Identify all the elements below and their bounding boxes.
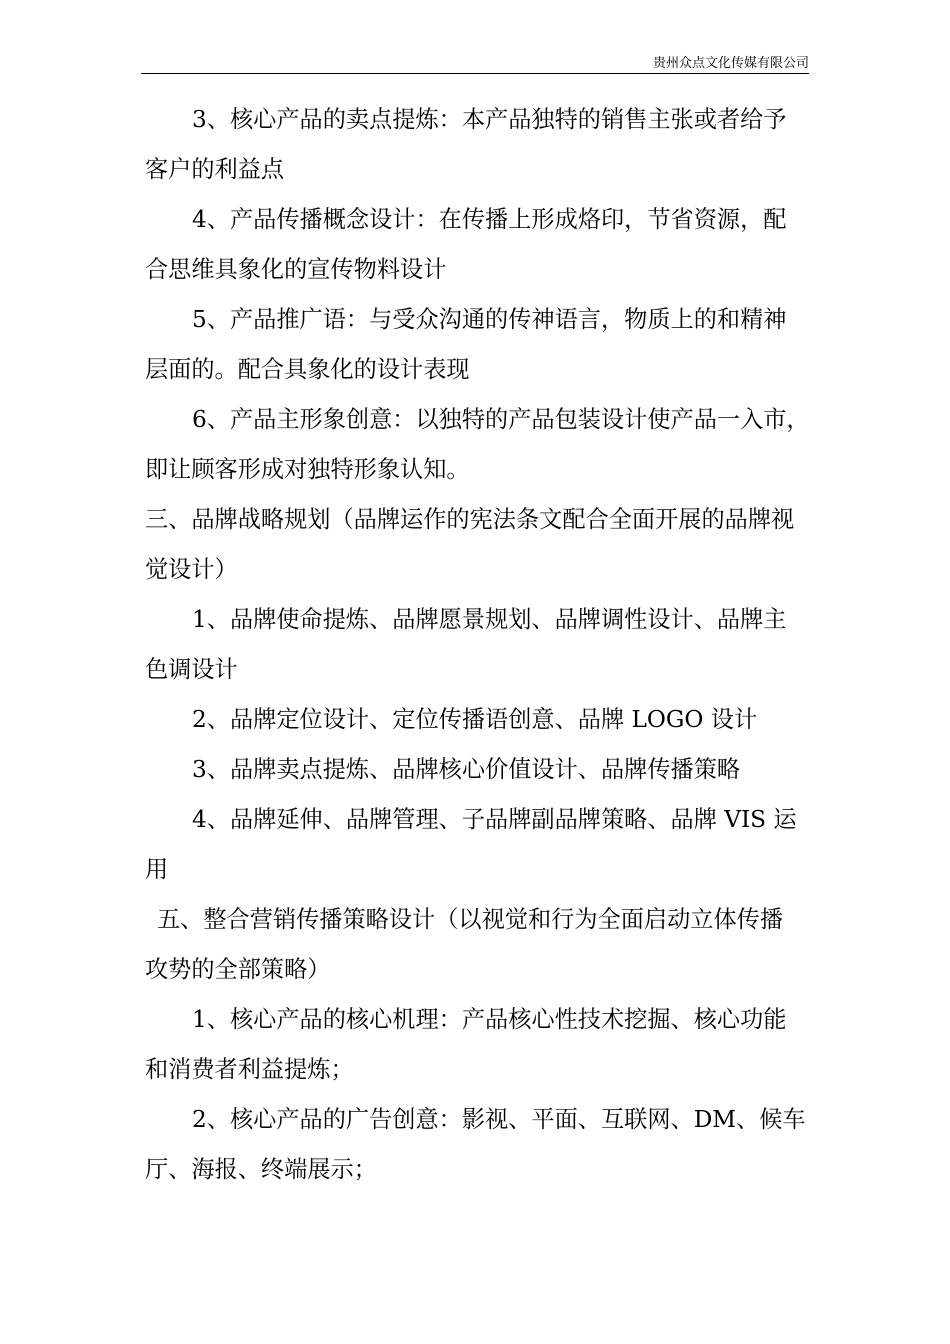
list-item-line: 4、产品传播概念设计：在传播上形成烙印，节省资源，配 <box>192 206 787 233</box>
list-item-line: 4、品牌延伸、品牌管理、子品牌副品牌策略、品牌 VIS 运 <box>192 806 797 833</box>
page-header <box>141 55 809 74</box>
list-item-line: 1、品牌使命提炼、品牌愿景规划、品牌调性设计、品牌主 <box>192 606 787 633</box>
list-item-line: 层面的。配合具象化的设计表现 <box>145 356 470 383</box>
list-item-line: 3、核心产品的卖点提炼：本产品独特的销售主张或者给予 <box>192 106 787 133</box>
list-item-line: 客户的利益点 <box>145 156 285 183</box>
list-item-line: 5、产品推广语：与受众沟通的传神语言，物质上的和精神 <box>192 306 787 333</box>
list-item-line: 1、核心产品的核心机理：产品核心性技术挖掘、核心功能 <box>192 1006 787 1033</box>
document-body <box>145 95 813 1195</box>
section-heading: 三、品牌战略规划（品牌运作的宪法条文配合全面开展的品牌视 <box>145 506 795 533</box>
list-item-line: 3、品牌卖点提炼、品牌核心价值设计、品牌传播策略 <box>192 756 741 783</box>
list-item-line: 色调设计 <box>145 656 238 683</box>
list-item-line: 6、产品主形象创意：以独特的产品包装设计使产品一入市， <box>192 406 810 433</box>
section-heading: 攻势的全部策略） <box>145 956 331 983</box>
list-item-line: 即让顾客形成对独特形象认知。 <box>145 456 470 483</box>
list-item-line: 2、品牌定位设计、定位传播语创意、品牌 LOGO 设计 <box>192 706 758 733</box>
section-heading: 觉设计） <box>145 556 238 583</box>
list-item-line: 和消费者利益提炼； <box>145 1056 354 1083</box>
section-heading: 五、整合营销传播策略设计（以视觉和行为全面启动立体传播 <box>157 906 784 933</box>
list-item-line: 合思维具象化的宣传物料设计 <box>145 256 447 283</box>
header-company-name: 贵州众点文化传媒有限公司 <box>652 56 809 71</box>
list-item-line: 用 <box>145 856 169 883</box>
list-item-line: 2、核心产品的广告创意：影视、平面、互联网、DM、候车 <box>192 1106 806 1133</box>
list-item-line: 厅、海报、终端展示； <box>145 1156 377 1183</box>
